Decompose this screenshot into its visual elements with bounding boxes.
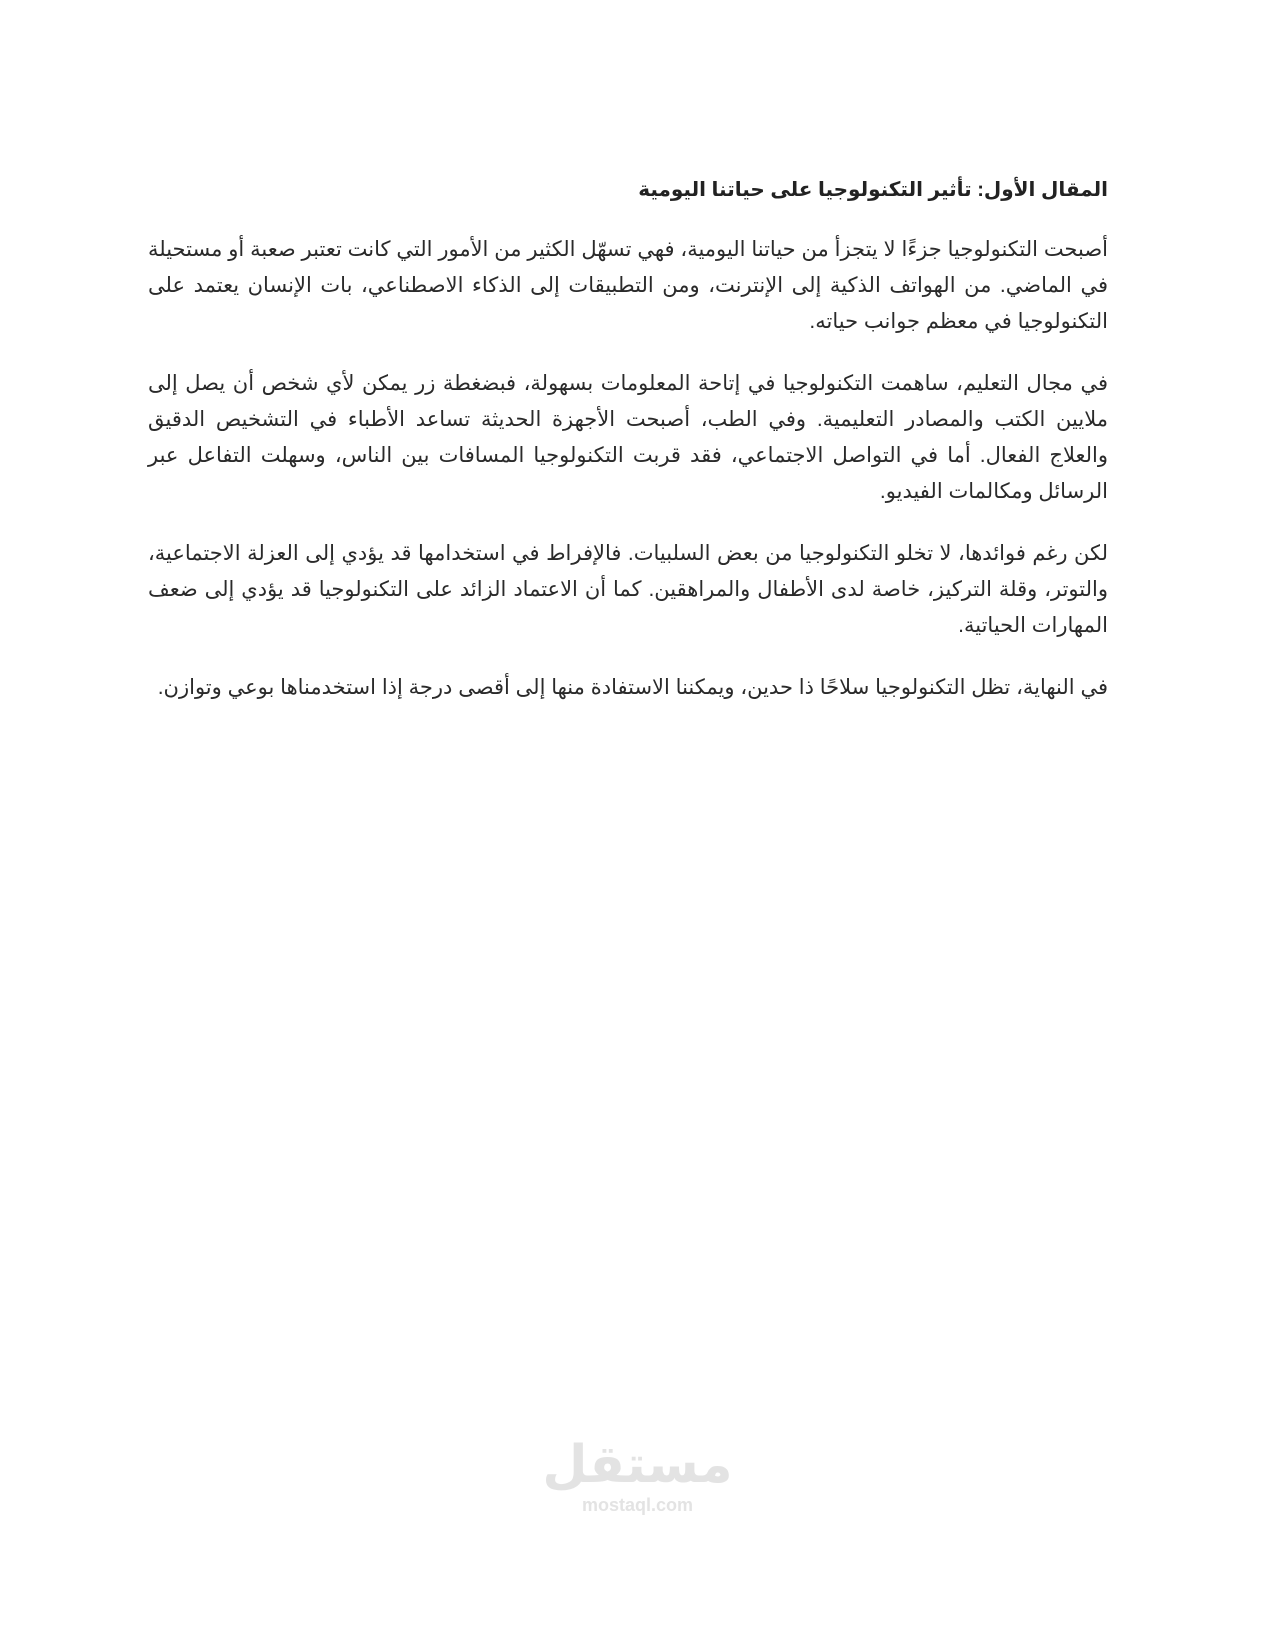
article-paragraph-4: في النهاية، تظل التكنولوجيا سلاحًا ذا حدين، ويمكننا الاستفادة منها إلى أقصى درجة إذا استخدمناها بوعي وتوازن. (157, 676, 1108, 699)
article (148, 176, 1108, 732)
article-title: المقال الأول: تأثير التكنولوجيا على حياتنا اليومية (638, 179, 1108, 201)
article-paragraph-2: في مجال التعليم، ساهمت التكنولوجيا في إتاحة المعلومات بسهولة، فبضغطة زر يمكن لأي شخص أن يصل إلى ملايين الكتب والمصادر التعليمية. وفي الطب، أصبحت الأجهزة الحديثة تساعد الأطباء في التشخيص الدقيق والعلاج الفعال. أما في التواصل الاجتماعي، فقد قربت التكنولوجيا المسافات بين الناس، وسهلت التفاعل عبر الرسائل ومكالمات الفيديو. (148, 372, 1108, 503)
watermark-logo: مستقل (542, 1435, 733, 1495)
article-paragraph-1: أصبحت التكنولوجيا جزءًا لا يتجزأ من حياتنا اليومية، فهي تسهّل الكثير من الأمور التي كانت تعتبر صعبة أو مستحيلة في الماضي. من الهواتف الذكية إلى الإنترنت، ومن التطبيقات إلى الذكاء الاصطناعي، بات الإنسان يعتمد على التكنولوجيا في معظم جوانب حياته. (148, 238, 1108, 333)
watermark-domain: mostaql.com (581, 1495, 694, 1515)
mostaql-watermark (0, 1435, 1275, 1515)
article-paragraph-3: لكن رغم فوائدها، لا تخلو التكنولوجيا من بعض السلبيات. فالإفراط في استخدامها قد يؤدي إلى العزلة الاجتماعية، والتوتر، وقلة التركيز، خاصة لدى الأطفال والمراهقين. كما أن الاعتماد الزائد على التكنولوجيا قد يؤدي إلى ضعف المهارات الحياتية. (148, 542, 1108, 637)
